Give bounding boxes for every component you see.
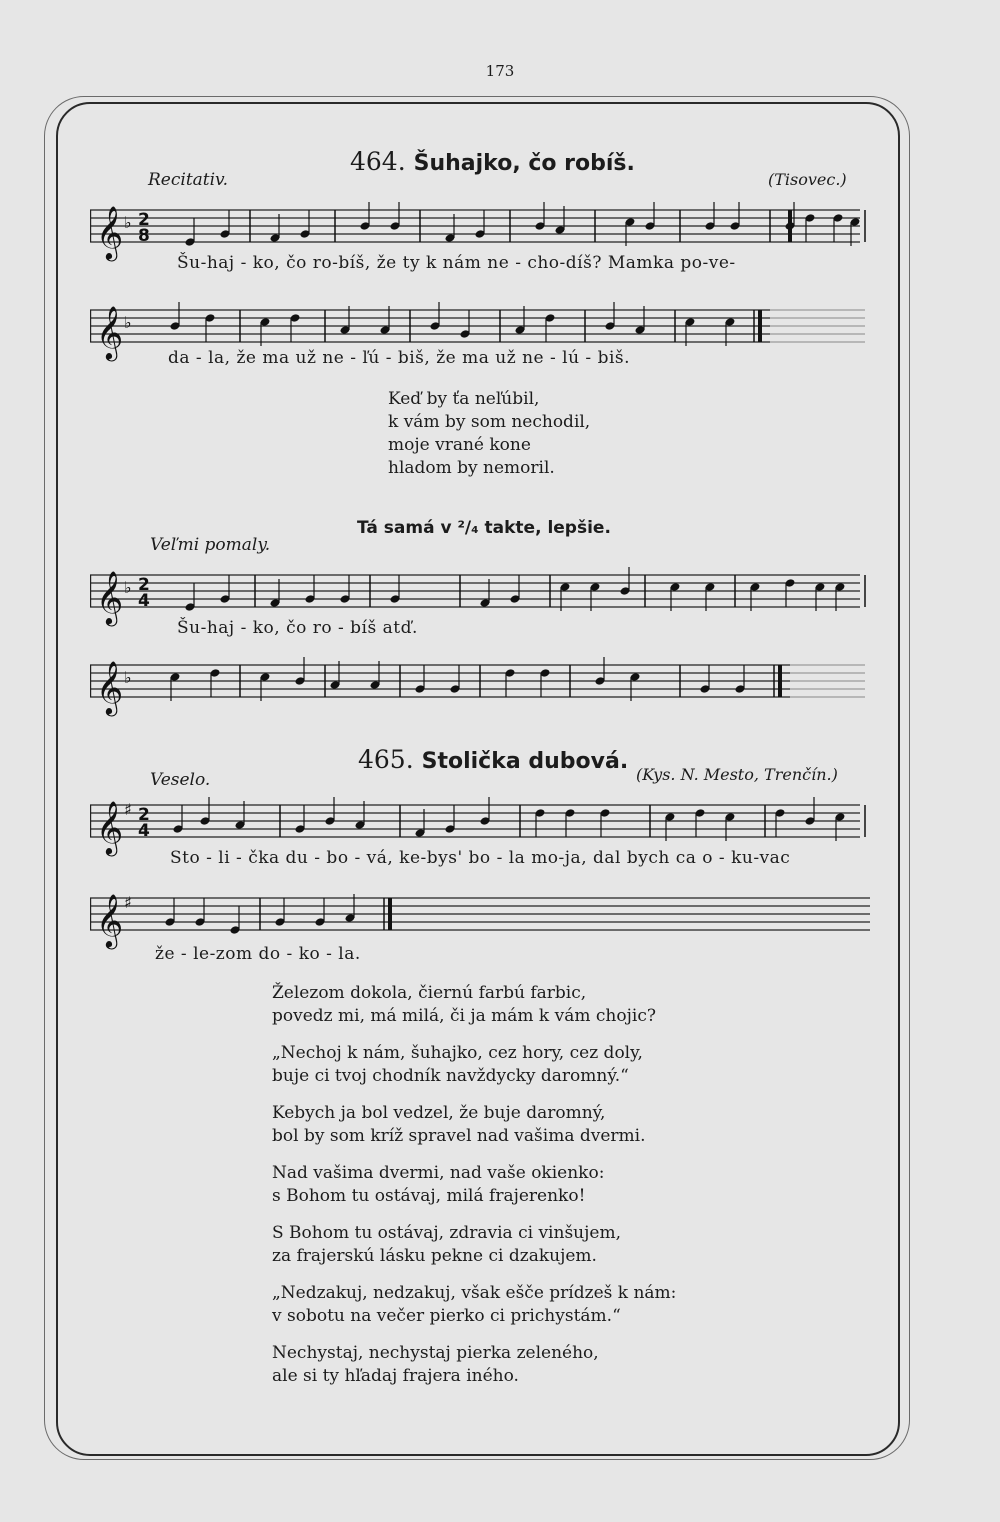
- treble-clef-icon: 𝄞: [96, 893, 124, 947]
- time-signature-bottom: 4: [138, 821, 150, 841]
- song-465-origin: (Kys. N. Mesto, Trenčín.): [636, 765, 838, 784]
- verse-line: buje ci tvoj chodník navždycky daromný.“: [272, 1066, 629, 1086]
- flat-sign-icon: ♭: [124, 578, 132, 597]
- stanza: [272, 1222, 676, 1268]
- song-464-tempo: Recitativ.: [148, 170, 229, 190]
- staff-465-1: [90, 795, 870, 854]
- verse-line: bol by som kríž spravel nad vašima dvermi.: [272, 1126, 646, 1146]
- verse-line: ale si ty hľadaj frajera iného.: [272, 1366, 519, 1386]
- staff-464-variant-1: [90, 565, 870, 624]
- song-465-number: 465.: [358, 745, 414, 774]
- stanza: [272, 982, 676, 1028]
- verse-line: s Bohom tu ostávaj, milá frajerenko!: [272, 1186, 586, 1206]
- verse-line: Keď by ťa neľúbil,: [388, 389, 540, 409]
- treble-clef-icon: 𝄞: [96, 205, 124, 259]
- song-464-lyrics-1: Šu-haj - ko, čo ro-bíš, že ty k nám ne - cho-díš? Mamka po-ve-: [177, 253, 736, 273]
- stanza: [272, 1102, 676, 1148]
- song-465-title: [358, 745, 628, 774]
- song-465-name: Stolička dubová.: [421, 749, 629, 774]
- time-signature-bottom: 8: [138, 226, 150, 246]
- verse-line: S Bohom tu ostávaj, zdravia ci vinšujem,: [272, 1223, 621, 1243]
- song-465-tempo: Veselo.: [150, 770, 211, 790]
- sharp-sign-icon: ♯: [124, 893, 132, 912]
- treble-clef-icon: 𝄞: [96, 800, 124, 854]
- song-464-title: [350, 147, 635, 176]
- verse-line: moje vrané kone: [388, 435, 531, 455]
- song-465-lyrics-1: Sto - li - čka du - bo - vá, ke-bys' bo - la mo-ja, dal bych ca o - ku-vac: [170, 848, 791, 868]
- variant-tempo: Veľmi pomaly.: [150, 535, 271, 555]
- time-signature-bottom: 4: [138, 591, 150, 611]
- treble-clef-icon: 𝄞: [96, 570, 124, 624]
- time-signature-top: 2: [138, 805, 150, 825]
- song-464-origin: (Tisovec.): [768, 170, 847, 189]
- staff-464-variant-2: [90, 655, 870, 714]
- song-464-number: 464.: [350, 147, 406, 176]
- song-464-verse: [388, 388, 590, 480]
- verse-line: „Nedzakuj, nedzakuj, však ešče prídzeš k nám:: [272, 1283, 677, 1303]
- flat-sign-icon: ♭: [124, 668, 132, 687]
- song-464-lyrics-2: da - la, že ma už ne - ľú - biš, že ma už ne - lú - biš.: [168, 348, 631, 368]
- treble-clef-icon: 𝄞: [96, 660, 124, 714]
- time-signature-top: 2: [138, 575, 150, 595]
- staff-464-1: [90, 200, 870, 259]
- variant-lyrics: Šu-haj - ko, čo ro - bíš atď.: [177, 618, 418, 638]
- stanza: [272, 1042, 676, 1088]
- time-signature-top: 2: [138, 210, 150, 230]
- verse-line: Kebych ja bol vedzel, že buje daromný,: [272, 1103, 606, 1123]
- stanza: [272, 1342, 676, 1388]
- song-465-verses: [272, 982, 676, 1388]
- staff-465-2: [90, 888, 870, 947]
- verse-line: v sobotu na večer pierko ci prichystám.“: [272, 1306, 621, 1326]
- page-number: 173: [485, 62, 515, 80]
- flat-sign-icon: ♭: [124, 313, 132, 332]
- flat-sign-icon: ♭: [124, 213, 132, 232]
- verse-line: k vám by som nechodil,: [388, 412, 591, 432]
- stanza: [272, 1282, 676, 1328]
- treble-clef-icon: 𝄞: [96, 305, 124, 359]
- verse-line: „Nechoj k nám, šuhajko, cez hory, cez doly,: [272, 1043, 643, 1063]
- stanza: [272, 1162, 676, 1208]
- verse-line: Železom dokola, čiernú farbú farbic,: [272, 983, 587, 1003]
- verse-line: za frajerskú lásku pekne ci dzakujem.: [272, 1246, 597, 1266]
- variant-title: Tá samá v ²/₄ takte, lepšie.: [357, 518, 611, 538]
- song-465-lyrics-2: že - le-zom do - ko - la.: [155, 944, 361, 964]
- verse-line: povedz mi, má milá, či ja mám k vám chojic?: [272, 1006, 656, 1026]
- sharp-sign-icon: ♯: [124, 800, 132, 819]
- verse-line: hladom by nemoril.: [388, 458, 555, 478]
- song-464-name: Šuhajko, čo robíš.: [413, 151, 635, 176]
- verse-line: Nechystaj, nechystaj pierka zeleného,: [272, 1343, 599, 1363]
- verse-line: Nad vašima dvermi, nad vaše okienko:: [272, 1163, 605, 1183]
